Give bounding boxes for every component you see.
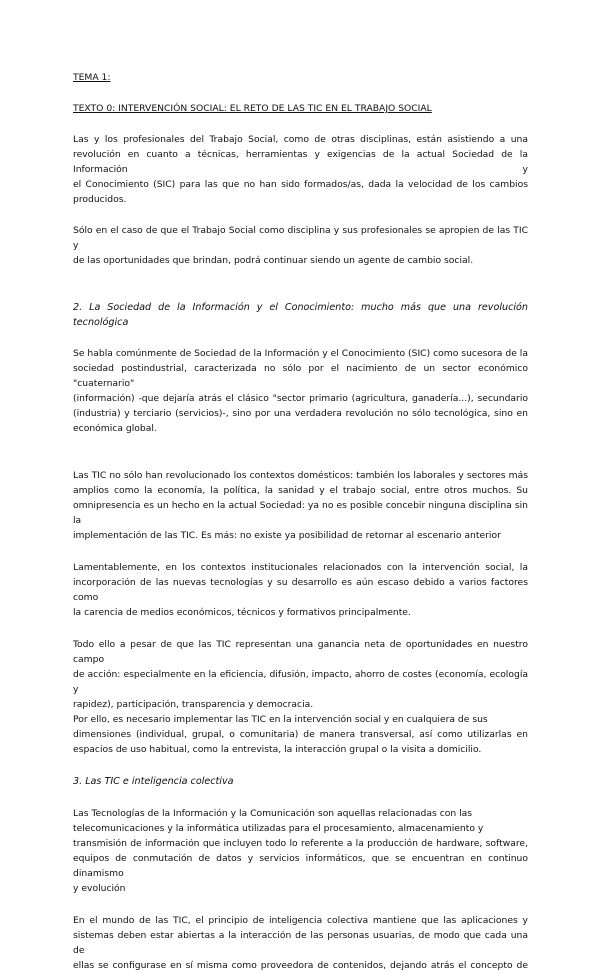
paragraph-line: Se habla comúnmente de Sociedad de la Información y el Conocimiento (SIC) como sucesora de la bbox=[73, 348, 528, 359]
paragraph-line: transmisión de información que incluyen todo lo referente a la producción de hardware, software, bbox=[73, 838, 528, 849]
intro2-paragraph bbox=[73, 223, 528, 268]
texto-title: TEXTO 0: INTERVENCIÓN SOCIAL: EL RETO DE LAS TIC EN EL TRABAJO SOCIAL bbox=[73, 103, 432, 114]
section2-heading bbox=[73, 300, 528, 330]
document-page bbox=[73, 70, 528, 973]
paragraph-line: y evolución bbox=[73, 883, 126, 894]
paragraph-line: Por ello, es necesario implementar las TIC en la intervención social y en cualquiera de sus bbox=[73, 714, 488, 725]
paragraph-line: telecomunicaciones y la informática utilizadas para el procesamiento, almacenamiento y bbox=[73, 823, 484, 834]
paragraph-line: de acción: especialmente en la eficiencia, difusión, impacto, ahorro de costes (economía, ecología y bbox=[73, 669, 528, 695]
section2-paragraph-4 bbox=[73, 637, 528, 757]
paragraph-line: amplios como la economía, la política, la sanidad y el trabajo social, entre otros muchos. Su bbox=[73, 485, 528, 496]
paragraph-line: En el mundo de las TIC, el principio de inteligencia colectiva mantiene que las aplicaciones y bbox=[73, 915, 528, 926]
paragraph-line: Las TIC no sólo han revolucionado los contextos domésticos: también los laborales y sectores más bbox=[73, 470, 528, 481]
paragraph-line: implementación de las TIC. Es más: no existe ya posibilidad de retornar al escenario anterior bbox=[73, 530, 501, 541]
paragraph-line: (industria) y terciario (servicios)-, sino por una verdadera revolución no sólo tecnológica, sino en bbox=[73, 408, 528, 419]
heading-line: tecnológica bbox=[73, 317, 129, 328]
paragraph-line: espacios de uso habitual, como la entrevista, la interacción grupal o la visita a domicilio. bbox=[73, 744, 482, 755]
paragraph-line: económica global. bbox=[73, 423, 157, 434]
paragraph-line: Todo ello a pesar de que las TIC representan una ganancia neta de oportunidades en nuestro campo bbox=[73, 639, 528, 665]
section3-paragraph-1 bbox=[73, 806, 528, 896]
section2-paragraph-3 bbox=[73, 560, 528, 620]
paragraph-line: el Conocimiento (SIC) para las que no han sido formados/as, dada la velocidad de los cambios bbox=[73, 179, 528, 190]
paragraph-line: sociedad postindustrial, caracterizada no sólo por el nacimiento de un sector económico "cuaternario" bbox=[73, 363, 528, 389]
paragraph-line: Lamentablemente, en los contextos institucionales relacionados con la intervención social, la bbox=[73, 562, 528, 573]
paragraph-line: sistemas deben estar abiertas a la interacción de las personas usuarias, de modo que cada una de bbox=[73, 930, 528, 956]
paragraph-line: (información) -que dejaría atrás el clásico "sector primario (agricultura, ganadería...), secundario bbox=[73, 393, 528, 404]
section2-paragraph-1 bbox=[73, 346, 528, 436]
paragraph-line: incorporación de las nuevas tecnologías y su desarrollo es aún escaso debido a varios factores como bbox=[73, 577, 528, 603]
tema-label: TEMA 1: bbox=[73, 72, 111, 83]
paragraph-line: de las oportunidades que brindan, podrá continuar siendo un agente de cambio social. bbox=[73, 255, 474, 266]
paragraph-line: dimensiones (individual, grupal, o comunitaria) de manera transversal, así como utilizarlas en bbox=[73, 729, 528, 740]
paragraph-line: omnipresencia es un hecho en la actual Sociedad: ya no es posible concebir ninguna disciplina sin la bbox=[73, 500, 528, 526]
paragraph-line: Sólo en el caso de que el Trabajo Social como disciplina y sus profesionales se apropien de las TIC y bbox=[73, 225, 528, 251]
paragraph-line: equipos de conmutación de datos y servicios informáticos, que se encuentran en continuo dinamismo bbox=[73, 853, 528, 879]
paragraph-line: revolución en cuanto a técnicas, herramientas y exigencias de la actual Sociedad de la Información y bbox=[73, 149, 528, 175]
paragraph-line: Las y los profesionales del Trabajo Social, como de otras disciplinas, están asistiendo a una bbox=[73, 134, 528, 145]
paragraph-line: ellas se configurase en sí misma como proveedora de contenidos, dejando atrás el concepto de bbox=[73, 960, 528, 971]
paragraph-line: producidos. bbox=[73, 194, 127, 205]
section3-paragraph-2 bbox=[73, 913, 528, 973]
heading-line: 2. La Sociedad de la Información y el Conocimiento: mucho más que una revolución bbox=[73, 302, 528, 313]
paragraph-line: rapidez), participación, transparencia y democracia. bbox=[73, 699, 314, 710]
paragraph-line: la carencia de medios económicos, técnicos y formativos principalmente. bbox=[73, 607, 411, 618]
section2-paragraph-2 bbox=[73, 468, 528, 543]
intro-paragraph bbox=[73, 132, 528, 207]
section3-heading: 3. Las TIC e inteligencia colectiva bbox=[73, 776, 234, 787]
paragraph-line: Las Tecnologías de la Información y la Comunicación son aquellas relacionadas con las bbox=[73, 808, 473, 819]
